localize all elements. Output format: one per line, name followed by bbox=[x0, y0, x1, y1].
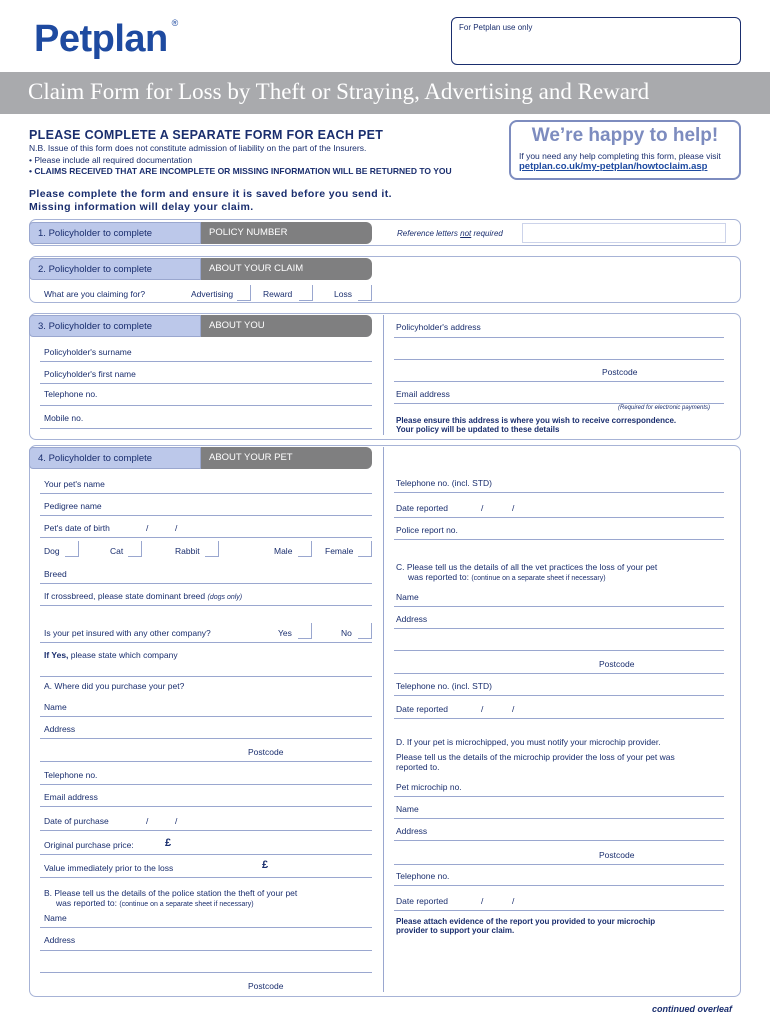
about-pet-label: ABOUT YOUR PET bbox=[201, 447, 372, 469]
value-label: Value immediately prior to the loss bbox=[44, 863, 174, 873]
seller-tel-label: Telephone no. bbox=[44, 770, 98, 780]
instructions: Please complete the form and ensure it is saved before you send it. Missing information will delay your claim. bbox=[29, 188, 392, 213]
continued-overleaf: continued overleaf bbox=[652, 1004, 733, 1014]
rabbit-checkbox[interactable] bbox=[205, 541, 219, 557]
mobile-field[interactable] bbox=[40, 428, 372, 429]
section-2-tab: 2. Policyholder to complete bbox=[29, 258, 201, 280]
attach-evidence-note: Please attach evidence of the report you provided to your microchip provider to support your claim. bbox=[396, 917, 656, 935]
separate-form-heading: PLEASE COMPLETE A SEPARATE FORM FOR EACH PET bbox=[29, 128, 384, 142]
value-field[interactable] bbox=[40, 877, 372, 878]
chip-address-1[interactable] bbox=[394, 840, 724, 841]
help-link[interactable]: petplan.co.uk/my-petplan/howtoclaim.asp bbox=[519, 161, 708, 172]
title-bar bbox=[0, 72, 770, 114]
loss-label: Loss bbox=[334, 289, 352, 299]
female-label: Female bbox=[325, 546, 354, 556]
female-checkbox[interactable] bbox=[358, 541, 372, 557]
yes-checkbox[interactable] bbox=[298, 623, 312, 639]
telephone-label: Telephone no. bbox=[44, 389, 98, 399]
orig-price-field[interactable] bbox=[40, 854, 372, 855]
vet-tel-field[interactable] bbox=[394, 695, 724, 696]
insured-question: Is your pet insured with any other company? bbox=[44, 628, 211, 638]
policy-number-input[interactable] bbox=[522, 223, 726, 243]
surname-label: Policyholder's surname bbox=[44, 347, 132, 357]
vet-tel-label: Telephone no. (incl. STD) bbox=[396, 681, 492, 691]
chip-address-label: Address bbox=[396, 826, 428, 836]
seller-address-label: Address bbox=[44, 724, 76, 734]
seller-name-field[interactable] bbox=[40, 716, 372, 717]
address-label: Policyholder's address bbox=[396, 322, 481, 332]
section-3-tab: 3. Policyholder to complete bbox=[29, 315, 201, 337]
vet-address-label: Address bbox=[396, 614, 428, 624]
police-address-1[interactable] bbox=[40, 950, 372, 951]
address-line-2[interactable] bbox=[394, 359, 724, 360]
vet-date-label: Date reported bbox=[396, 704, 448, 714]
vet-address-1[interactable] bbox=[394, 628, 724, 629]
petplan-logo: Petplan ® bbox=[34, 18, 178, 60]
petplan-use-only-box: For Petplan use only bbox=[451, 17, 741, 65]
which-company-label: If Yes, please state which company bbox=[44, 650, 178, 660]
reward-label: Reward bbox=[263, 289, 293, 299]
purchase-date-label: Date of purchase bbox=[44, 816, 109, 826]
police-date-label: Date reported bbox=[396, 503, 448, 513]
crossbreed-label: If crossbreed, please state dominant breed (dogs only) bbox=[44, 591, 243, 601]
vet-postcode-label: Postcode bbox=[599, 659, 635, 669]
email-note: (Required for electronic payments) bbox=[618, 405, 711, 411]
help-box bbox=[509, 120, 741, 180]
vet-date-field[interactable] bbox=[394, 718, 724, 719]
vet-name-field[interactable] bbox=[394, 606, 724, 607]
incomplete-bullet: • CLAIMS RECEIVED THAT ARE INCOMPLETE OR MISSING INFORMATION WILL BE RETURNED TO YOU bbox=[29, 166, 452, 176]
seller-postcode-label: Postcode bbox=[248, 747, 284, 757]
vet-name-label: Name bbox=[396, 592, 419, 602]
first-name-label: Policyholder's first name bbox=[44, 369, 136, 379]
police-report-label: Police report no. bbox=[396, 525, 458, 535]
company-field[interactable] bbox=[40, 676, 372, 677]
seller-email-field[interactable] bbox=[40, 806, 372, 807]
about-claim-label: ABOUT YOUR CLAIM bbox=[201, 258, 372, 280]
email-field[interactable] bbox=[394, 403, 724, 404]
purchase-question: A. Where did you purchase your pet? bbox=[44, 681, 185, 691]
postcode-label: Postcode bbox=[602, 367, 638, 377]
seller-tel-field[interactable] bbox=[40, 784, 372, 785]
pet-name-field[interactable] bbox=[40, 493, 372, 494]
chip-tel-field[interactable] bbox=[394, 885, 724, 886]
police-question: B. Please tell us the details of the police station the theft of your pet was reported to: (continue on a separate sheet if necessary) bbox=[44, 888, 298, 908]
microchip-provider-question: Please tell us the details of the microchip provider the loss of your pet was reported to. bbox=[396, 752, 675, 772]
police-postcode-label: Postcode bbox=[248, 981, 284, 991]
pet-name-label: Your pet's name bbox=[44, 479, 105, 489]
reward-checkbox[interactable] bbox=[299, 285, 313, 301]
chip-tel-label: Telephone no. bbox=[396, 871, 450, 881]
no-checkbox[interactable] bbox=[358, 623, 372, 639]
microchip-question: D. If your pet is microchipped, you must notify your microchip provider. bbox=[396, 737, 661, 747]
insured-field[interactable] bbox=[40, 642, 372, 643]
value-pound: £ bbox=[262, 859, 269, 871]
section-3-divider bbox=[383, 315, 384, 435]
section-1-tab: 1. Policyholder to complete bbox=[29, 222, 201, 244]
dog-checkbox[interactable] bbox=[65, 541, 79, 557]
police-date-field[interactable] bbox=[394, 517, 724, 518]
rabbit-label: Rabbit bbox=[175, 546, 200, 556]
seller-address-1[interactable] bbox=[40, 738, 372, 739]
dob-field[interactable] bbox=[40, 537, 372, 538]
documentation-bullet: • Please include all required documentation bbox=[29, 155, 193, 165]
police-tel-field[interactable] bbox=[394, 492, 724, 493]
pedigree-label: Pedigree name bbox=[44, 501, 102, 511]
chip-postcode-label: Postcode bbox=[599, 850, 635, 860]
seller-postcode-field[interactable] bbox=[40, 761, 372, 762]
police-name-label: Name bbox=[44, 913, 67, 923]
police-address-2[interactable] bbox=[40, 972, 372, 973]
male-checkbox[interactable] bbox=[298, 541, 312, 557]
advertising-checkbox[interactable] bbox=[237, 285, 251, 301]
police-report-field[interactable] bbox=[394, 539, 724, 540]
help-text: If you need any help completing this form, please visit bbox=[519, 151, 721, 161]
about-you-label: ABOUT YOU bbox=[201, 315, 372, 337]
section-4-panel bbox=[29, 445, 741, 997]
section-4-tab: 4. Policyholder to complete bbox=[29, 447, 201, 469]
police-name-field[interactable] bbox=[40, 927, 372, 928]
surname-field[interactable] bbox=[40, 361, 372, 362]
email-label: Email address bbox=[396, 389, 450, 399]
postcode-field[interactable] bbox=[394, 381, 724, 382]
liability-note: N.B. Issue of this form does not constitute admission of liability on the part of the Insurers. bbox=[29, 143, 367, 153]
seller-email-label: Email address bbox=[44, 792, 98, 802]
policy-number-label: POLICY NUMBER bbox=[201, 222, 372, 244]
pedigree-field[interactable] bbox=[40, 515, 372, 516]
seller-name-label: Name bbox=[44, 702, 67, 712]
chip-postcode-field[interactable] bbox=[394, 864, 724, 865]
reference-note: Reference letters not required bbox=[397, 229, 503, 238]
police-address-label: Address bbox=[44, 935, 76, 945]
cat-checkbox[interactable] bbox=[128, 541, 142, 557]
chip-name-field[interactable] bbox=[394, 818, 724, 819]
breed-field[interactable] bbox=[40, 583, 372, 584]
orig-price-pound: £ bbox=[165, 837, 172, 849]
advertising-label: Advertising bbox=[191, 289, 234, 299]
yes-label: Yes bbox=[278, 628, 292, 638]
dog-label: Dog bbox=[44, 546, 60, 556]
chip-date-label: Date reported bbox=[396, 896, 448, 906]
no-label: No bbox=[341, 628, 352, 638]
address-line-1[interactable] bbox=[394, 337, 724, 338]
section-4-divider bbox=[383, 447, 384, 992]
cat-label: Cat bbox=[110, 546, 124, 556]
help-title: We’re happy to help! bbox=[531, 125, 719, 146]
first-name-field[interactable] bbox=[40, 383, 372, 384]
loss-checkbox[interactable] bbox=[358, 285, 372, 301]
page-title: Claim Form for Loss by Theft or Straying, Advertising and Reward bbox=[28, 79, 650, 104]
chip-date-field[interactable] bbox=[394, 910, 724, 911]
mobile-label: Mobile no. bbox=[44, 413, 84, 423]
vet-address-2[interactable] bbox=[394, 650, 724, 651]
chip-number-label: Pet microchip no. bbox=[396, 782, 462, 792]
orig-price-label: Original purchase price: bbox=[44, 840, 134, 850]
breed-label: Breed bbox=[44, 569, 67, 579]
vet-question: C. Please tell us the details of all the vet practices the loss of your pet was reported to: (continue on a separate sheet if necessary) bbox=[396, 562, 658, 582]
dob-label: Pet's date of birth bbox=[44, 523, 110, 533]
crossbreed-field[interactable] bbox=[40, 605, 372, 606]
correspondence-note: Please ensure this address is where you wish to receive correspondence. Your policy will be updated to these details bbox=[396, 416, 677, 434]
male-label: Male bbox=[274, 546, 293, 556]
vet-postcode-field[interactable] bbox=[394, 673, 724, 674]
telephone-field[interactable] bbox=[40, 405, 372, 406]
police-tel-label: Telephone no. (incl. STD) bbox=[396, 478, 492, 488]
purchase-date-field[interactable] bbox=[40, 830, 372, 831]
chip-name-label: Name bbox=[396, 804, 419, 814]
chip-number-field[interactable] bbox=[394, 796, 724, 797]
claim-question: What are you claiming for? bbox=[44, 289, 146, 299]
